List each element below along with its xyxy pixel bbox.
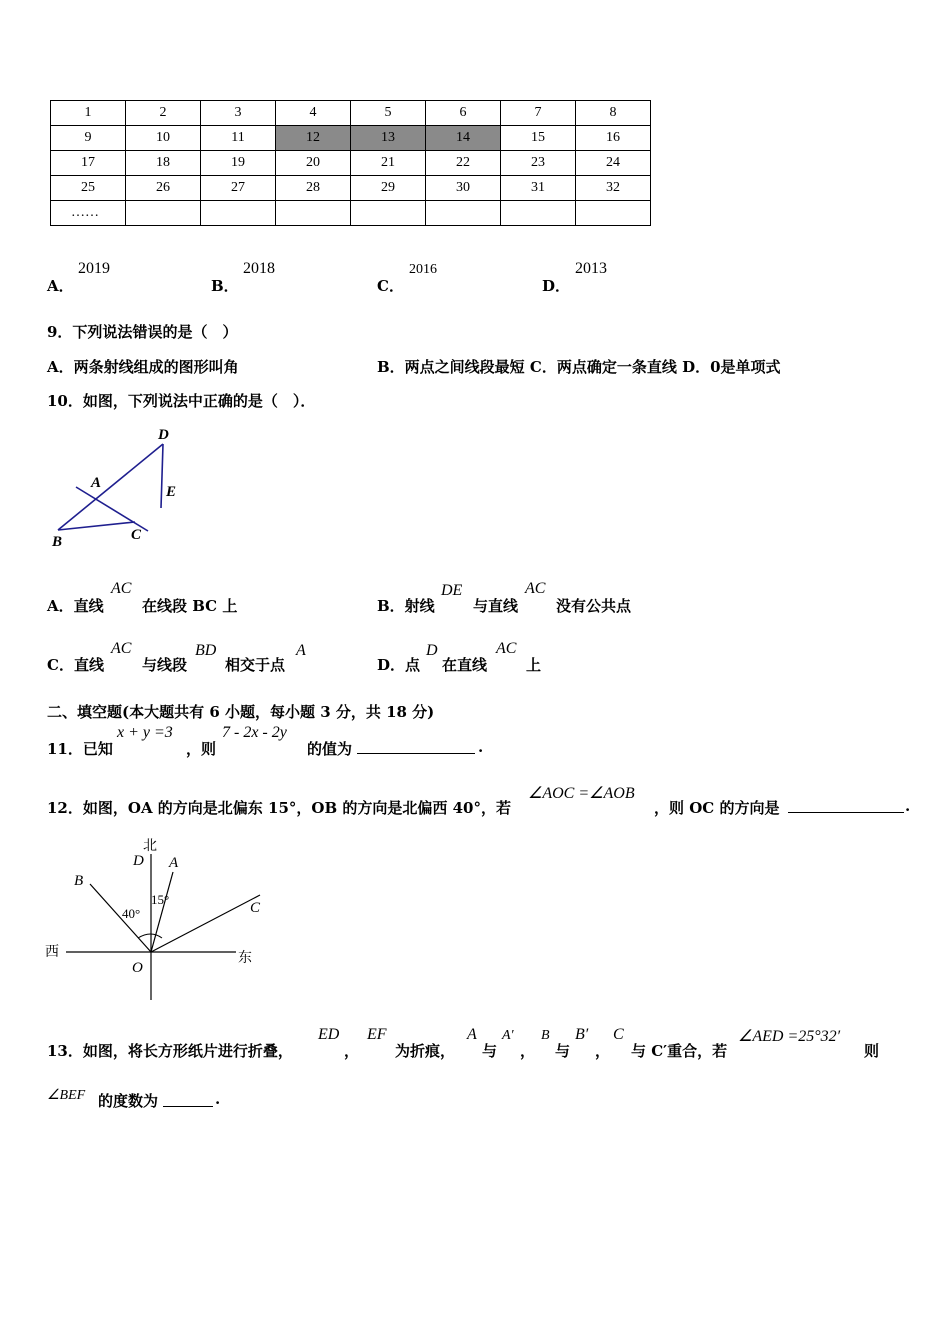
table-cell: 22 bbox=[426, 151, 501, 176]
q13-sep3: ， bbox=[595, 1042, 611, 1060]
ray-oa bbox=[151, 872, 173, 952]
label-a: A bbox=[91, 475, 102, 491]
table-cell: 5 bbox=[351, 101, 426, 126]
table-cell: 27 bbox=[201, 176, 276, 201]
q13-math-a-prime: A′ bbox=[502, 1028, 514, 1043]
q8-option-a-letter: A． bbox=[47, 277, 74, 295]
label-c: C bbox=[131, 527, 142, 543]
table-cell: 6 bbox=[426, 101, 501, 126]
q10-option-a-text2: 在线段 BC 上 bbox=[142, 597, 238, 615]
q13-math-angle-aed: ∠AED =25°32′ bbox=[738, 1028, 841, 1045]
q11-math2: 7 - 2x - 2y bbox=[222, 724, 287, 741]
q12-text2: ，则 OC 的方向是 bbox=[654, 799, 780, 817]
label-o: O bbox=[132, 960, 143, 976]
q13-text2: 为折痕， bbox=[395, 1042, 456, 1060]
table-cell: 23 bbox=[501, 151, 576, 176]
q11-end: . bbox=[478, 738, 484, 756]
q13-sep1: ， bbox=[344, 1042, 360, 1060]
q13-text3: 与 bbox=[482, 1042, 498, 1060]
q13-text5: 与 C′重合，若 bbox=[631, 1042, 728, 1060]
table-cell: 8 bbox=[576, 101, 651, 126]
table-cell bbox=[276, 201, 351, 226]
q10-figure bbox=[40, 420, 200, 555]
label-b: B bbox=[52, 534, 63, 550]
table-cell bbox=[126, 201, 201, 226]
q9-option-a: A．两条射线组成的图形叫角 bbox=[47, 358, 239, 376]
q10-option-b-text3: 没有公共点 bbox=[556, 597, 632, 615]
table-cell: 10 bbox=[126, 126, 201, 151]
table-cell: 15 bbox=[501, 126, 576, 151]
q13-math-c: C bbox=[613, 1026, 624, 1043]
label-north: 北 bbox=[143, 839, 157, 854]
table-cell bbox=[351, 201, 426, 226]
section-2-title: 二、填空题(本大题共有 6 小题，每小题 3 分，共 18 分) bbox=[47, 703, 435, 721]
table-row bbox=[51, 126, 651, 151]
ray-ob bbox=[90, 884, 151, 952]
label-d: D bbox=[158, 427, 169, 443]
table-row bbox=[51, 101, 651, 126]
label-d: D bbox=[133, 853, 144, 869]
ray-de bbox=[161, 444, 163, 508]
table-row bbox=[51, 151, 651, 176]
table-cell: 14 bbox=[426, 126, 501, 151]
table-cell: 25 bbox=[51, 176, 126, 201]
q11-text2: ，则 bbox=[186, 740, 217, 758]
q10-option-d-text1: D．点 bbox=[377, 656, 421, 674]
table-cell bbox=[201, 201, 276, 226]
q10-option-d-math1: D bbox=[426, 642, 438, 659]
label-c: C bbox=[250, 900, 261, 916]
table-cell: 28 bbox=[276, 176, 351, 201]
q12-math1: ∠AOC =∠AOB bbox=[528, 785, 635, 802]
q10-option-a-math1: AC bbox=[111, 580, 132, 597]
q10-option-b-text2: 与直线 bbox=[473, 597, 519, 615]
q8-option-c-value: 2016 bbox=[409, 262, 437, 277]
q12-figure bbox=[40, 832, 280, 1007]
q10-option-d-text3: 上 bbox=[526, 656, 542, 674]
table-cell: 3 bbox=[201, 101, 276, 126]
q10-option-c-math2: BD bbox=[195, 642, 217, 659]
q11-text3: 的值为 bbox=[307, 740, 353, 758]
q13-text6: 则 bbox=[864, 1042, 880, 1060]
table-row bbox=[51, 201, 651, 226]
table-row bbox=[51, 176, 651, 201]
table-cell: 16 bbox=[576, 126, 651, 151]
q13-text1: 13．如图，将长方形纸片进行折叠， bbox=[47, 1042, 293, 1060]
q8-option-a-value: 2019 bbox=[78, 260, 110, 277]
label-angle-40: 40° bbox=[122, 906, 141, 921]
table-cell: 20 bbox=[276, 151, 351, 176]
q13-math-b-prime: B′ bbox=[575, 1026, 589, 1043]
table-cell bbox=[426, 201, 501, 226]
q8-option-b-letter: B． bbox=[211, 277, 239, 295]
q13-answer-blank[interactable] bbox=[163, 1106, 213, 1107]
table-cell bbox=[576, 201, 651, 226]
q13-sep2: ， bbox=[520, 1042, 536, 1060]
table-cell: 12 bbox=[276, 126, 351, 151]
table-cell: 21 bbox=[351, 151, 426, 176]
q13-math-b: B bbox=[541, 1028, 550, 1043]
q12-answer-blank[interactable] bbox=[788, 812, 904, 813]
q13-text7: 的度数为 bbox=[98, 1092, 159, 1110]
q10-option-a-text1: A．直线 bbox=[47, 597, 104, 615]
q10-option-c-text1: C．直线 bbox=[47, 656, 104, 674]
table-cell: 11 bbox=[201, 126, 276, 151]
q13-math-a: A bbox=[467, 1026, 477, 1043]
q9-stem: 9．下列说法错误的是（ ） bbox=[47, 323, 238, 341]
q11-text1: 11．已知 bbox=[47, 740, 113, 758]
table-cell: 1 bbox=[51, 101, 126, 126]
table-cell: …… bbox=[51, 201, 126, 226]
q10-option-d-math2: AC bbox=[496, 640, 517, 657]
label-angle-15: 15° bbox=[151, 892, 170, 907]
q9-options-bcd: B．两点之间线段最短 C．两点确定一条直线 D．0是单项式 bbox=[377, 358, 781, 376]
q12-end: . bbox=[905, 797, 911, 815]
q10-option-c-math3: A bbox=[296, 642, 306, 659]
table-cell: 31 bbox=[501, 176, 576, 201]
q8-option-c-letter: C． bbox=[377, 277, 404, 295]
table-cell: 17 bbox=[51, 151, 126, 176]
label-e: E bbox=[166, 484, 177, 500]
table-cell: 24 bbox=[576, 151, 651, 176]
table-cell bbox=[501, 201, 576, 226]
label-east: 东 bbox=[238, 951, 252, 966]
table-cell: 18 bbox=[126, 151, 201, 176]
number-table bbox=[50, 100, 651, 226]
q11-math1: x + y =3 bbox=[117, 724, 173, 741]
q8-option-d-value: 2013 bbox=[575, 260, 607, 277]
q10-option-b-math2: AC bbox=[525, 580, 546, 597]
segment-bc bbox=[58, 522, 135, 530]
q8-option-d-letter: D． bbox=[542, 277, 571, 295]
q10-option-c-text2: 与线段 bbox=[142, 656, 188, 674]
line-bd bbox=[58, 444, 163, 530]
table-cell: 32 bbox=[576, 176, 651, 201]
table-cell: 2 bbox=[126, 101, 201, 126]
angle-arc bbox=[138, 934, 162, 938]
q13-end: . bbox=[215, 1090, 221, 1108]
q8-option-b-value: 2018 bbox=[243, 260, 275, 277]
table-cell: 9 bbox=[51, 126, 126, 151]
table-cell: 4 bbox=[276, 101, 351, 126]
table-cell: 29 bbox=[351, 176, 426, 201]
label-b: B bbox=[74, 873, 84, 889]
label-a: A bbox=[169, 855, 179, 871]
q13-math-angle-bef: ∠BEF bbox=[47, 1088, 86, 1103]
q10-option-b-text1: B．射线 bbox=[377, 597, 435, 615]
label-west: 西 bbox=[45, 945, 59, 960]
table-cell: 13 bbox=[351, 126, 426, 151]
q13-math-ef: EF bbox=[367, 1026, 387, 1043]
q13-text4: 与 bbox=[555, 1042, 571, 1060]
table-cell: 30 bbox=[426, 176, 501, 201]
table-cell: 26 bbox=[126, 176, 201, 201]
q10-option-c-text3: 相交于点 bbox=[225, 656, 286, 674]
q13-math-ed: ED bbox=[318, 1026, 340, 1043]
q10-option-d-text2: 在直线 bbox=[442, 656, 488, 674]
table-cell: 7 bbox=[501, 101, 576, 126]
q10-option-b-math1: DE bbox=[441, 582, 463, 599]
table-cell: 19 bbox=[201, 151, 276, 176]
q11-answer-blank[interactable] bbox=[357, 753, 475, 754]
q12-text1: 12．如图，OA 的方向是北偏东 15°，OB 的方向是北偏西 40°，若 bbox=[47, 799, 511, 817]
q10-option-c-math1: AC bbox=[111, 640, 132, 657]
q10-stem: 10．如图，下列说法中正确的是（ ）． bbox=[47, 392, 316, 410]
